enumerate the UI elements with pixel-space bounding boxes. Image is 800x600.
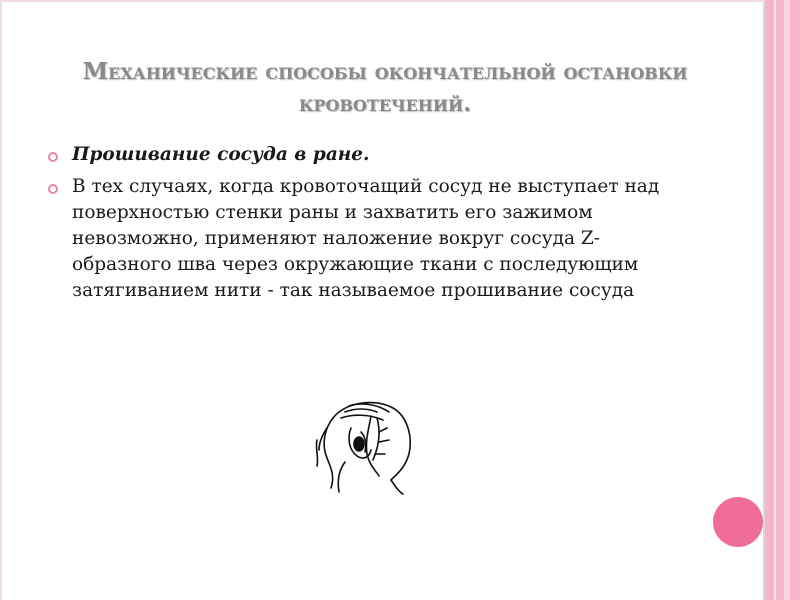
bullet-circle-icon (48, 184, 58, 194)
bullet-text: В тех случаях, когда кровоточащий сосуд не выступает над поверхностью стенки раны и захватить его зажимом невозможно, применяют наложение вокруг сосуда Z-образного шва через окружающие ткани с последующим затягиванием нити - так называемое прошивание сосуда (72, 176, 660, 301)
bullet-item (48, 142, 688, 168)
frame-top-border (0, 0, 765, 2)
decorative-pink-band (765, 0, 800, 600)
decorative-pink-stripe (784, 0, 790, 600)
bullet-text: Прошивание сосуда в ране. (72, 144, 370, 165)
decorative-pink-circle-icon (713, 497, 763, 547)
decorative-pink-line (774, 0, 776, 600)
frame-left-border (0, 0, 2, 600)
bullet-list (48, 142, 688, 310)
slide-title: Механические способы окончательной остановки кровотечений. (82, 58, 688, 117)
bullet-item (48, 174, 688, 304)
suture-sketch-icon (305, 388, 425, 503)
bullet-circle-icon (48, 152, 58, 162)
